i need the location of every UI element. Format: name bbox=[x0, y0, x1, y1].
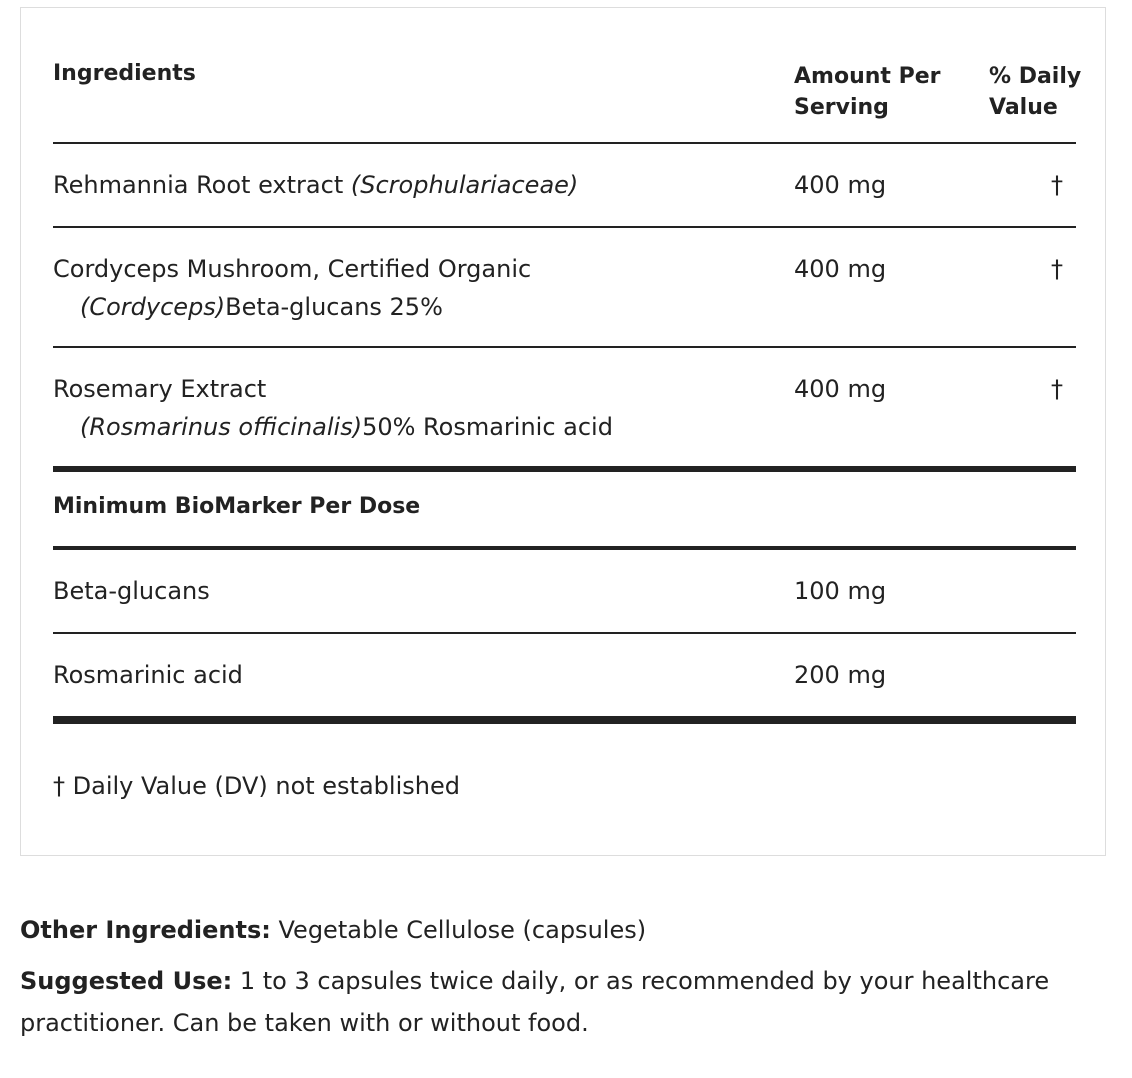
table-row bbox=[53, 228, 1076, 348]
header-amount-per-serving bbox=[794, 61, 964, 123]
ingredient-label: Rehmannia Root extract bbox=[53, 171, 351, 199]
biomarker-name: Beta-glucans bbox=[53, 577, 210, 605]
suggested-use-label: Suggested Use: bbox=[20, 967, 233, 995]
ingredient-sub bbox=[53, 408, 613, 446]
biomarker-heading: Minimum BioMarker Per Dose bbox=[53, 494, 421, 519]
table-header bbox=[53, 8, 1082, 144]
ingredient-name bbox=[53, 250, 531, 326]
header-amount-line1: Amount Per bbox=[794, 64, 941, 89]
ingredient-dv: † bbox=[1051, 171, 1063, 199]
ingredient-latin: (Cordyceps) bbox=[80, 293, 226, 321]
daily-value-footnote: † Daily Value (DV) not established bbox=[53, 772, 460, 800]
biomarker-name: Rosmarinic acid bbox=[53, 661, 243, 689]
biomarker-heading-row bbox=[53, 472, 1076, 550]
ingredient-amount: 400 mg bbox=[794, 171, 887, 199]
ingredient-latin: (Rosmarinus officinalis) bbox=[80, 413, 363, 441]
suggested-use-value: 1 to 3 capsules twice daily, or as recommended by your healthcare practitioner. Can be taken with or without food. bbox=[20, 967, 1050, 1037]
biomarker-amount: 200 mg bbox=[794, 661, 887, 689]
ingredient-amount: 400 mg bbox=[794, 255, 887, 283]
header-daily-value bbox=[989, 61, 1089, 123]
suggested-use bbox=[20, 960, 1090, 1044]
ingredient-sub bbox=[53, 288, 531, 326]
ingredient-detail: Beta-glucans 25% bbox=[225, 293, 443, 321]
other-ingredients-label: Other Ingredients: bbox=[20, 916, 271, 944]
ingredient-latin: (Scrophulariaceae) bbox=[350, 171, 579, 199]
biomarker-amount: 100 mg bbox=[794, 577, 887, 605]
ingredient-amount: 400 mg bbox=[794, 375, 887, 403]
ingredients-table bbox=[53, 8, 1082, 724]
supplement-facts-panel bbox=[20, 7, 1106, 856]
header-amount-line2: Serving bbox=[794, 95, 889, 120]
ingredient-name bbox=[53, 166, 578, 204]
table-row bbox=[53, 348, 1076, 472]
table-row bbox=[53, 144, 1076, 228]
table-row bbox=[53, 550, 1076, 634]
table-row bbox=[53, 634, 1076, 724]
header-dv-line2: Value bbox=[989, 95, 1058, 120]
other-ingredients bbox=[20, 910, 1090, 950]
ingredient-detail: 50% Rosmarinic acid bbox=[362, 413, 613, 441]
ingredient-dv: † bbox=[1051, 255, 1063, 283]
ingredient-label: Rosemary Extract bbox=[53, 375, 267, 403]
header-ingredients: Ingredients bbox=[53, 61, 196, 86]
other-ingredients-value: Vegetable Cellulose (capsules) bbox=[270, 916, 647, 944]
ingredient-label: Cordyceps Mushroom, Certified Organic bbox=[53, 255, 532, 283]
header-dv-line1: % Daily bbox=[989, 64, 1082, 89]
ingredient-name bbox=[53, 370, 613, 446]
ingredient-dv: † bbox=[1051, 375, 1063, 403]
